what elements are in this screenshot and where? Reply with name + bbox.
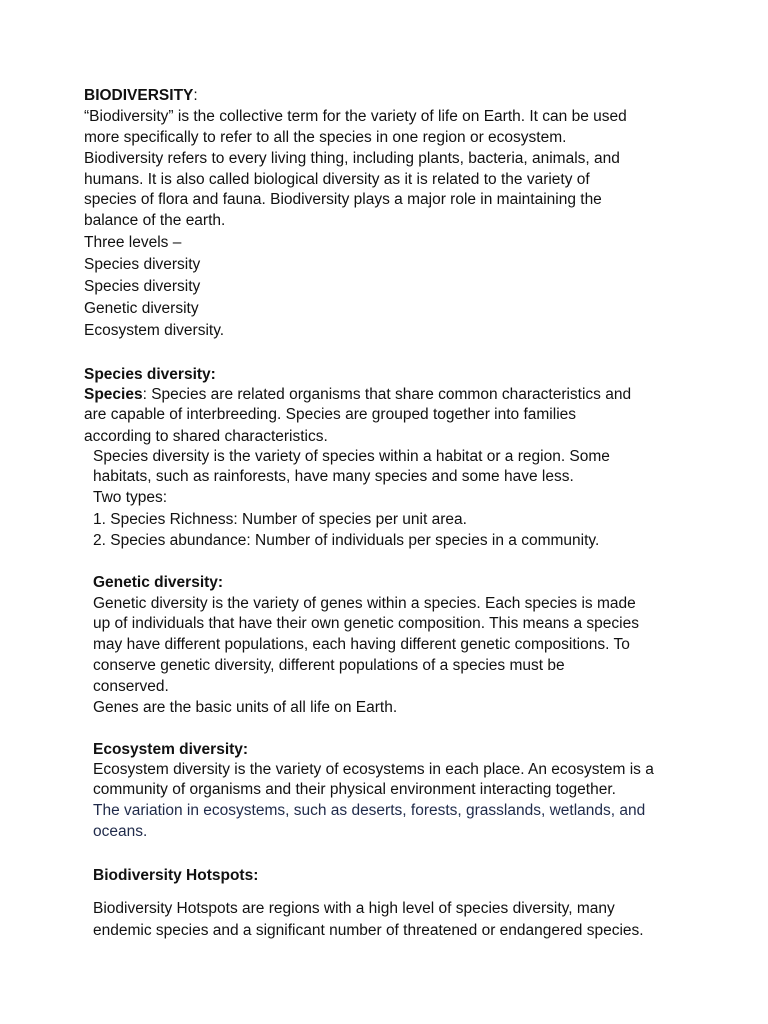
ecosystem-heading: Ecosystem diversity: — [93, 741, 249, 758]
intro-paragraph-line: humans. It is also called biological diversity as it is related to the variety of — [84, 171, 590, 188]
genetic-paragraph-line: conserved. — [93, 678, 169, 695]
intro-paragraph-line: species of flora and fauna. Biodiversity plays a major role in maintaining the — [84, 191, 602, 208]
intro-paragraph-line: Biodiversity refers to every living thing, including plants, bacteria, animals, and — [84, 150, 620, 167]
ecosystem-colored-line: The variation in ecosystems, such as deserts, forests, grasslands, wetlands, and — [93, 802, 646, 819]
hotspots-heading: Biodiversity Hotspots: — [93, 867, 259, 884]
level-item: Ecosystem diversity. — [84, 322, 225, 339]
ecosystem-paragraph-line: Ecosystem diversity is the variety of ecosystems in each place. An ecosystem is a — [93, 761, 654, 778]
intro-paragraph-line: balance of the earth. — [84, 212, 226, 229]
level-item: Genetic diversity — [84, 300, 199, 317]
hotspots-paragraph-line: Biodiversity Hotspots are regions with a high level of species diversity, many — [93, 900, 615, 917]
genetic-paragraph-line: conserve genetic diversity, different populations of a species must be — [93, 657, 565, 674]
ecosystem-paragraph-line: community of organisms and their physical environment interacting together. — [93, 781, 616, 798]
species-term: Species — [84, 386, 143, 403]
genetic-paragraph-line: Genes are the basic units of all life on Earth. — [93, 699, 398, 716]
species-definition-line — [84, 385, 631, 405]
ecosystem-colored-line: oceans. — [93, 823, 148, 840]
species-paragraph-line: Species diversity is the variety of species within a habitat or a region. Some — [93, 448, 610, 465]
species-type-item: 2. Species abundance: Number of individuals per species in a community. — [93, 532, 600, 549]
intro-heading: BIODIVERSITY — [84, 87, 194, 104]
level-item: Species diversity — [84, 278, 201, 295]
intro-heading-line — [84, 86, 198, 106]
genetic-paragraph-line: may have different populations, each having different genetic compositions. To — [93, 636, 630, 653]
level-item: Species diversity — [84, 256, 201, 273]
genetic-heading: Genetic diversity: — [93, 574, 224, 591]
species-definition-text: : Species are related organisms that share common characteristics and — [142, 386, 632, 403]
intro-heading-colon: : — [193, 87, 198, 104]
species-paragraph-line: habitats, such as rainforests, have many species and some have less. — [93, 468, 574, 485]
species-heading: Species diversity: — [84, 366, 216, 383]
genetic-paragraph-line: up of individuals that have their own genetic composition. This means a species — [93, 615, 639, 632]
intro-paragraph-line: “Biodiversity” is the collective term for the variety of life on Earth. It can be used — [84, 108, 627, 125]
species-types-label: Two types: — [93, 489, 168, 506]
species-definition-line: are capable of interbreeding. Species are grouped together into families — [84, 406, 577, 423]
levels-intro: Three levels – — [84, 234, 182, 251]
hotspots-paragraph-line: endemic species and a significant number of threatened or endangered species. — [93, 922, 644, 939]
intro-paragraph-line: more specifically to refer to all the species in one region or ecosystem. — [84, 129, 567, 146]
genetic-paragraph-line: Genetic diversity is the variety of genes within a species. Each species is made — [93, 595, 636, 612]
species-definition-line: according to shared characteristics. — [84, 428, 328, 445]
species-type-item: 1. Species Richness: Number of species per unit area. — [93, 511, 467, 528]
